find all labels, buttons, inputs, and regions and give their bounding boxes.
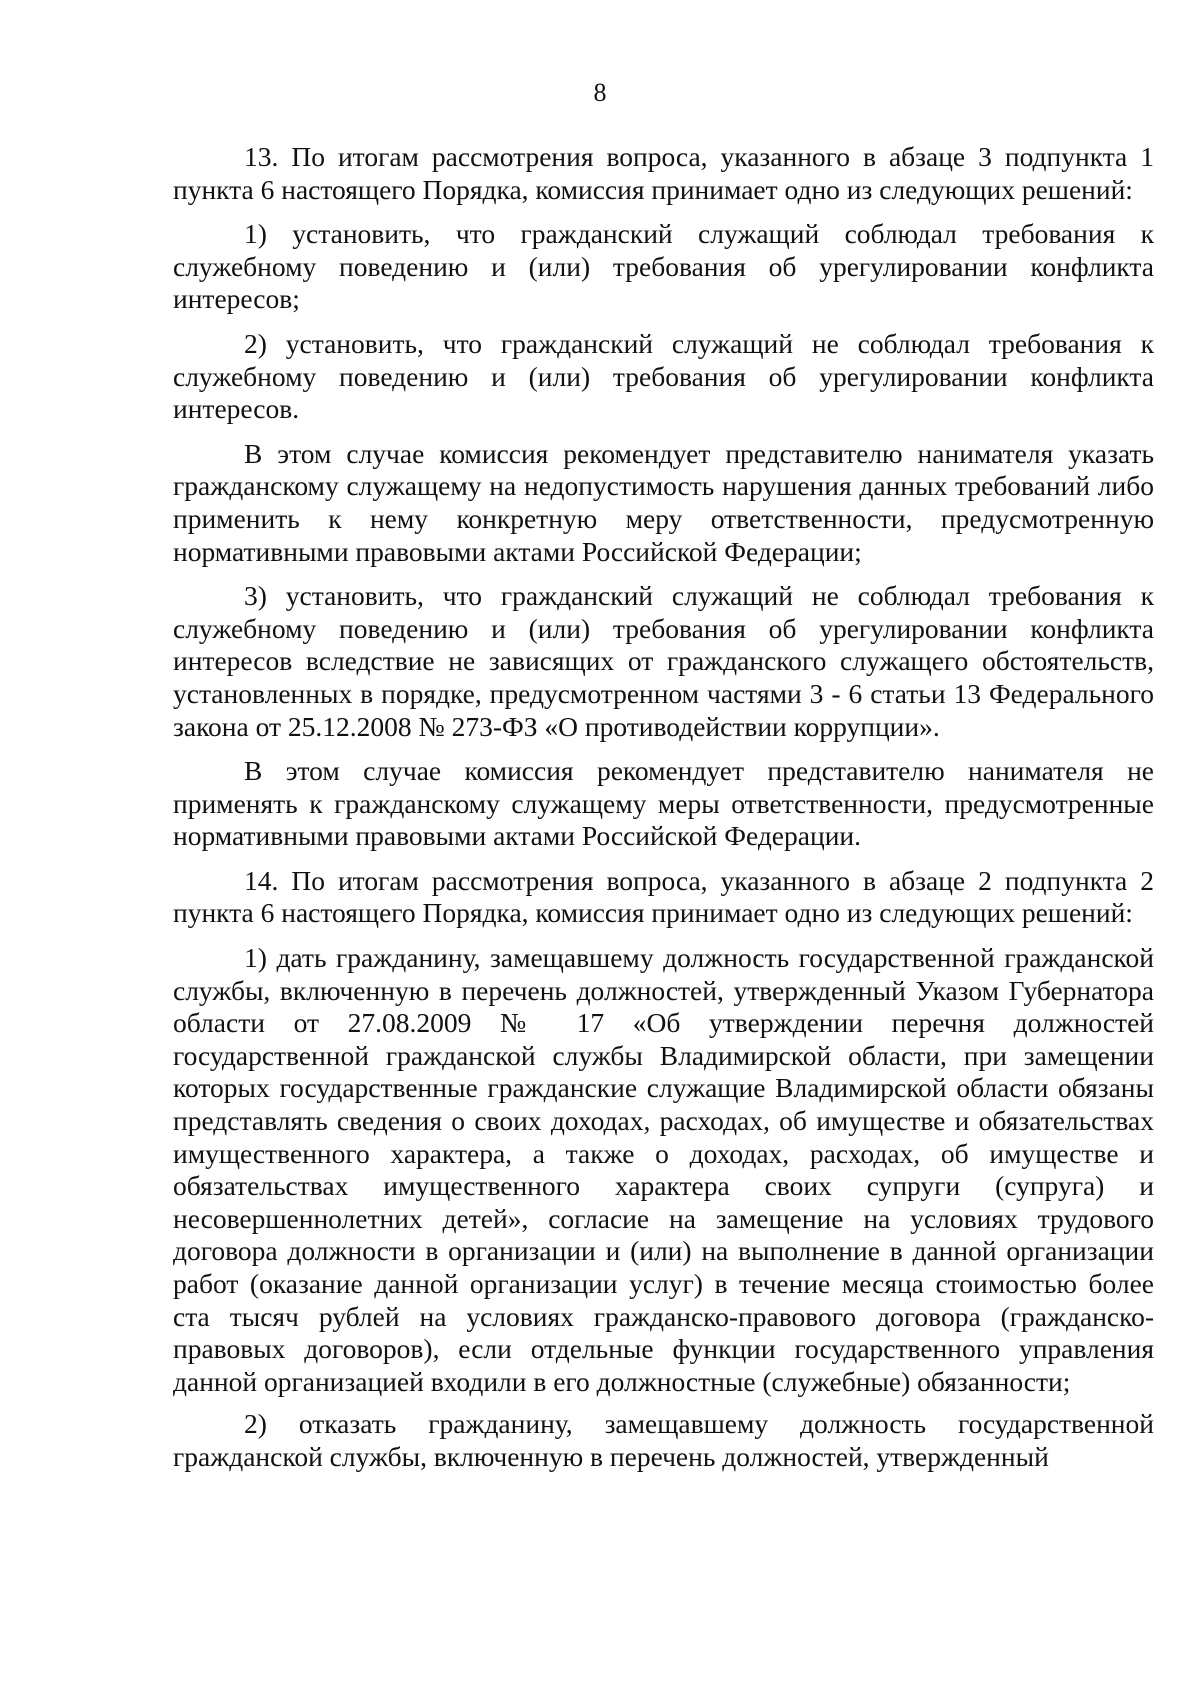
paragraph-13-item-2: 2) установить, что гражданский служащий не соблюдал требования к служебному поведению и (или) требования об урегулировании конфликта интересов. <box>173 327 1154 425</box>
document-body <box>173 141 1154 1486</box>
paragraph-13-item-3-note: В этом случае комиссия рекомендует представителю нанимателя не применять к гражданскому служащему меры ответственности, предусмотренные нормативными правовыми актами Российской Федерации. <box>173 755 1154 852</box>
paragraph-13-item-2-note: В этом случае комиссия рекомендует представителю нанимателя указать гражданскому служащему на недопустимость нарушения данных требований либо применить к нему конкретную меру ответственности, предусмотренную нормативными правовыми актами Российской Федерации; <box>173 437 1154 567</box>
paragraph-13-item-1: 1) установить, что гражданский служащий соблюдал требования к служебному поведению и (или) требования об урегулировании конфликта интересов; <box>173 218 1154 315</box>
paragraph-14-item-1: 1) дать гражданину, замещавшему должность государственной гражданской службы, включенную в перечень должностей, утвержденный Указом Губернатора области от 27.08.2009 № 17 «Об утверждении перечня должностей государственной гражданской службы Владимирской области, при замещении которых государственные гражданские служащие Владимирской области обязаны представлять сведения о своих доходах, расходах, об имуществе и обязательствах имущественного характера, а также о доходах, расходах, об имуществе и обязательствах имущественного характера своих супруги (супруга) и несовершеннолетних детей», согласие на замещение на условиях трудового договора должности в организации и (или) на выполнение в данной организации работ (оказание данной организации услуг) в течение месяца стоимостью более ста тысяч рублей на условиях гражданско-правового договора (гражданско-правовых договоров), если отдельные функции государственного управления данной организацией входили в его должностные (служебные) обязанности; <box>173 942 1154 1397</box>
paragraph-13-item-3: 3) установить, что гражданский служащий не соблюдал требования к служебному поведению и (или) требования об урегулировании конфликта интересов вследствие не зависящих от гражданского служащего обстоятельств, установленных в порядке, предусмотренном частями 3 - 6 статьи 13 Федерального закона от 25.12.2008 № 273-ФЗ «О противодействии коррупции». <box>173 580 1154 742</box>
paragraph-13-intro: 13. По итогам рассмотрения вопроса, указанного в абзаце 3 подпункта 1 пункта 6 настоящего Порядка, комиссия принимает одно из следующих решений: <box>173 141 1154 205</box>
paragraph-14-item-2: 2) отказать гражданину, замещавшему должность государственной гражданской службы, включенную в перечень должностей, утвержденный <box>173 1408 1154 1472</box>
page-number: 8 <box>593 78 607 107</box>
paragraph-14-intro: 14. По итогам рассмотрения вопроса, указанного в абзаце 2 подпункта 2 пункта 6 настоящего Порядка, комиссия принимает одно из следующих решений: <box>173 864 1154 929</box>
